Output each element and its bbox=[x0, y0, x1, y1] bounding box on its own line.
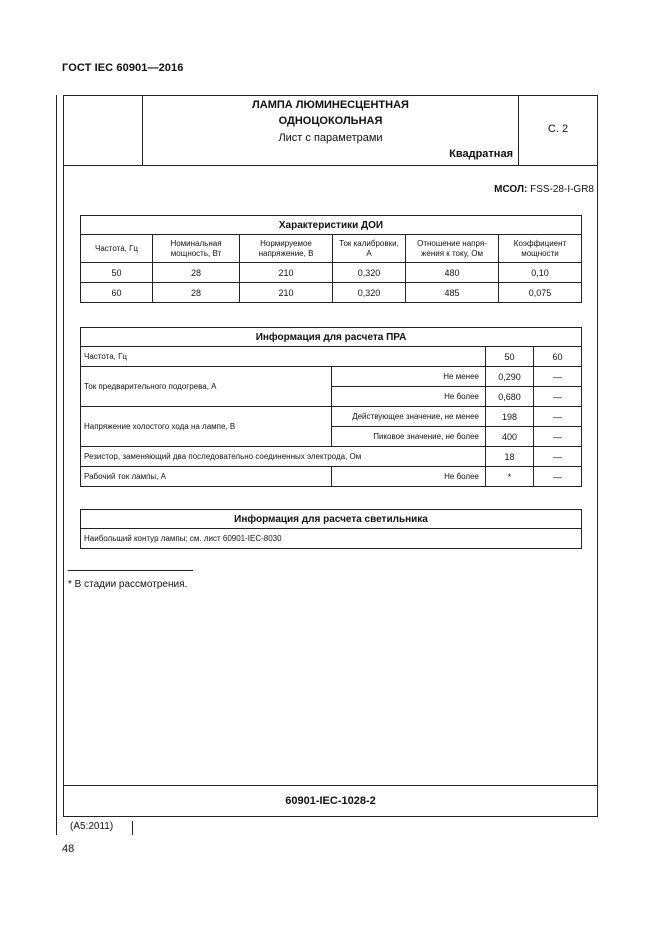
pra-min-label: Не менее bbox=[332, 367, 486, 387]
doi-col-ratio: Отношение напря-жения к току, Ом bbox=[406, 235, 499, 263]
doi-cell: 480 bbox=[406, 263, 499, 283]
doi-table bbox=[80, 215, 582, 303]
page-number: 48 bbox=[62, 843, 75, 855]
table-row bbox=[81, 283, 582, 303]
table-row bbox=[81, 447, 582, 467]
pra-cell: — bbox=[534, 427, 582, 447]
header-left-cell bbox=[63, 95, 143, 166]
mcol-label: МСОЛ: bbox=[494, 184, 528, 195]
doi-cell: 50 bbox=[81, 263, 153, 283]
doi-cell: 28 bbox=[153, 263, 240, 283]
table-row bbox=[81, 407, 582, 427]
mcol-value: FSS-28-I-GR8 bbox=[530, 184, 594, 195]
pra-max-label: Не более bbox=[332, 387, 486, 407]
doi-col-voltage: Нормируемое напряжение, В bbox=[240, 235, 333, 263]
pra-cell: — bbox=[534, 407, 582, 427]
pra-cell: 18 bbox=[486, 447, 534, 467]
pra-preheat-label: Ток предварительного подогрева, А bbox=[81, 367, 332, 407]
doi-col-frequency: Частота, Гц bbox=[81, 235, 153, 263]
doi-cell: 0,10 bbox=[499, 263, 582, 283]
doi-cell: 210 bbox=[240, 283, 333, 303]
table-row bbox=[81, 367, 582, 387]
pra-cell: * bbox=[486, 467, 534, 487]
pra-peak-label: Пиковое значение, не более bbox=[332, 427, 486, 447]
doi-cell: 60 bbox=[81, 283, 153, 303]
mcol-designation bbox=[440, 184, 594, 195]
pra-resistor-label: Резистор, заменяющий два последовательно соединенных электрода, Ом bbox=[81, 447, 486, 467]
sheet-code: 60901-IEC-1028-2 bbox=[285, 795, 376, 807]
amendment-mark bbox=[132, 821, 133, 835]
doi-cell: 210 bbox=[240, 263, 333, 283]
pra-cell: 0,290 bbox=[486, 367, 534, 387]
pra-ocv-label: Напряжение холостого хода на лампе, В bbox=[81, 407, 332, 447]
doi-cell: 485 bbox=[406, 283, 499, 303]
pra-work-label: Рабочий ток лампы, А bbox=[81, 467, 332, 487]
table-row bbox=[81, 263, 582, 283]
pra-freq-label: Частота, Гц bbox=[81, 347, 486, 367]
standard-designation: ГОСТ IEC 60901—2016 bbox=[62, 62, 184, 74]
doi-col-pf: Коэффициент мощности bbox=[499, 235, 582, 263]
pra-cell: 50 bbox=[486, 347, 534, 367]
title-line-2: ОДНОЦОКОЛЬНАЯ bbox=[278, 115, 383, 127]
pra-caption: Информация для расчета ПРА bbox=[81, 328, 582, 347]
pra-rms-label: Действующее значение, не менее bbox=[332, 407, 486, 427]
luminaire-table bbox=[80, 509, 582, 549]
doi-cell: 0,320 bbox=[333, 263, 406, 283]
doi-cell: 0,320 bbox=[333, 283, 406, 303]
table-row bbox=[81, 529, 582, 549]
pra-work-limit: Не более bbox=[332, 467, 486, 487]
pra-cell: — bbox=[534, 467, 582, 487]
pra-cell: — bbox=[534, 387, 582, 407]
sheet-page: С. 2 bbox=[547, 123, 569, 135]
doi-caption: Характеристики ДОИ bbox=[81, 216, 582, 235]
pra-cell: 198 bbox=[486, 407, 534, 427]
amendment-note: (А5:2011) bbox=[70, 821, 114, 832]
amendment-bar bbox=[56, 95, 57, 835]
title-line-1: ЛАМПА ЛЮМИНЕСЦЕНТНАЯ bbox=[252, 99, 409, 111]
doi-col-power: Номинальная мощность, Вт bbox=[153, 235, 240, 263]
pra-table bbox=[80, 327, 582, 487]
pra-cell: 60 bbox=[534, 347, 582, 367]
pra-cell: 0,680 bbox=[486, 387, 534, 407]
footnote: * В стадии рассмотрения. bbox=[68, 579, 188, 590]
table-row bbox=[81, 347, 582, 367]
sheet-subtitle: Лист с параметрами bbox=[278, 132, 383, 144]
doi-col-current: Ток калибровки, А bbox=[333, 235, 406, 263]
doi-cell: 0,075 bbox=[499, 283, 582, 303]
table-row bbox=[81, 467, 582, 487]
lum-text: Наибольший контур лампы: см. лист 60901-IEC-8030 bbox=[81, 529, 582, 549]
lamp-shape: Квадратная bbox=[449, 148, 513, 160]
footnote-divider bbox=[68, 570, 193, 571]
pra-cell: — bbox=[534, 447, 582, 467]
lum-caption: Информация для расчета светильника bbox=[81, 510, 582, 529]
footer-divider bbox=[63, 785, 598, 786]
doi-cell: 28 bbox=[153, 283, 240, 303]
pra-cell: 400 bbox=[486, 427, 534, 447]
pra-cell: — bbox=[534, 367, 582, 387]
